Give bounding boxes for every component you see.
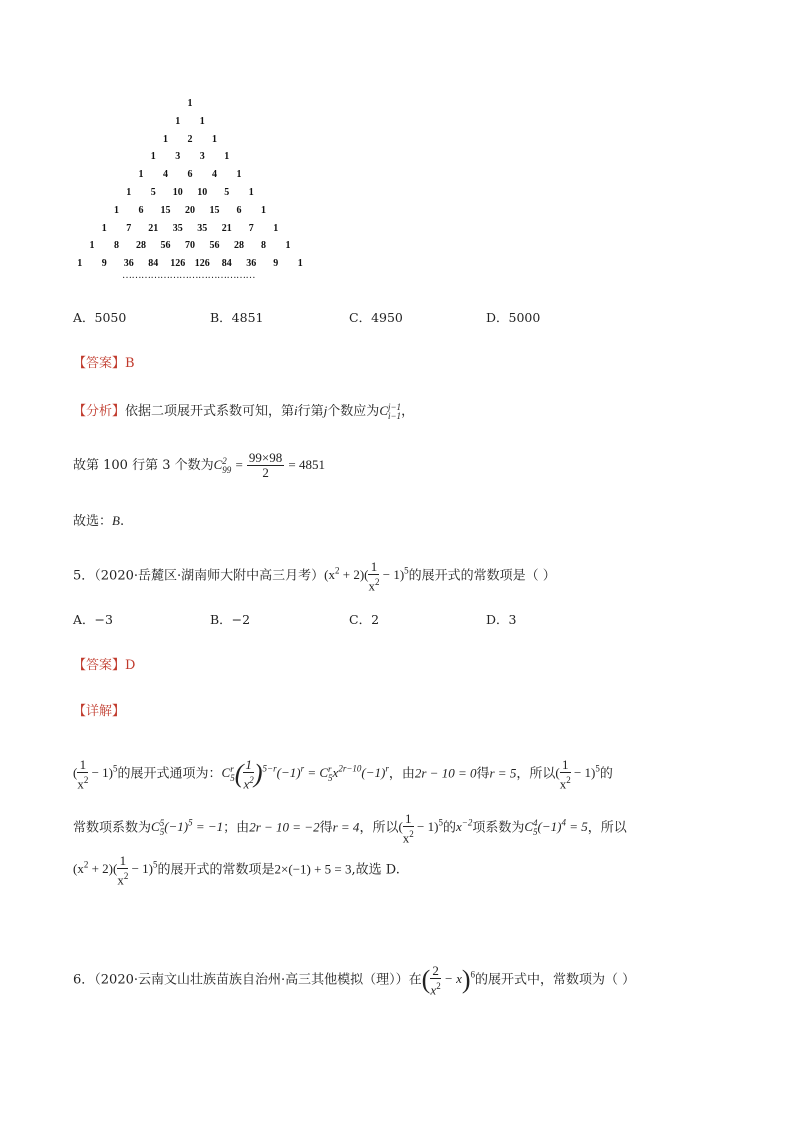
d3-expr: $(x^2 + 2)$( $\frac{1}{x^2}$ − 1)$^5$ bbox=[73, 852, 158, 887]
q5-option-c: C．2 bbox=[349, 612, 380, 627]
triangle-number: 70 bbox=[185, 240, 195, 252]
q6-number: 6． bbox=[73, 972, 95, 988]
q5-source: （2020·岳麓区·湖南师大附中高三月考） bbox=[94, 568, 325, 584]
triangle-number: 1 bbox=[150, 151, 156, 163]
triangle-number: 3 bbox=[199, 151, 205, 163]
q4-conclusion bbox=[73, 510, 124, 529]
d2-eq2: 2r − 10 = −2 bbox=[249, 819, 320, 835]
triangle-number: 10 bbox=[197, 187, 208, 198]
triangle-number: 1 bbox=[212, 133, 217, 145]
triangle-number: 28 bbox=[234, 240, 244, 252]
triangle-number: 1 bbox=[236, 169, 242, 181]
analysis-text-3: 个数应为 bbox=[327, 404, 380, 419]
q5-tail: 的展开式的常数项是（ ） bbox=[408, 568, 556, 584]
d1-r1: r = 5 bbox=[489, 765, 517, 781]
option-a: A．5050 bbox=[73, 310, 127, 325]
q6-question bbox=[73, 958, 635, 997]
q6-source: （2020·云南文山壮族苗族自治州·高三其他模拟（理））在 bbox=[94, 972, 422, 988]
triangle-number: 84 bbox=[148, 258, 159, 270]
detail-line-1 bbox=[73, 752, 613, 791]
triangle-number: 15 bbox=[160, 204, 171, 216]
triangle-number: 1 bbox=[114, 204, 119, 216]
triangle-number: 1 bbox=[138, 169, 144, 181]
triangle-number: 4 bbox=[212, 169, 217, 181]
triangle-number: 84 bbox=[221, 258, 232, 270]
q4-answer bbox=[73, 352, 135, 371]
triangle-number: 28 bbox=[136, 240, 146, 252]
d3-c: ,故选 D. bbox=[351, 862, 400, 878]
q6-tail: 的展开式中，常数项为（ ） bbox=[475, 972, 636, 988]
triangle-number: 6 bbox=[187, 169, 193, 181]
d1-a: 的展开式通项为： bbox=[117, 766, 222, 782]
triangle-dots: …………………………………… bbox=[122, 270, 255, 281]
analysis-j: j bbox=[323, 403, 328, 418]
d2-val1: C 5 5 $(-1)^5 = -1$ bbox=[151, 818, 224, 838]
detail-line-3 bbox=[73, 850, 400, 887]
triangle-number: 7 bbox=[126, 222, 132, 234]
triangle-number: 5 bbox=[150, 187, 156, 198]
triangle-number: 36 bbox=[123, 258, 134, 270]
triangle-number: 1 bbox=[175, 115, 181, 127]
analysis-formula: C j−1 i−1 bbox=[379, 402, 402, 422]
d2-a: 常数项系数为 bbox=[73, 820, 152, 836]
triangle-number: 1 bbox=[261, 204, 266, 216]
analysis-text-1: 依据二项展开式系数可知，第 bbox=[125, 404, 295, 419]
option-c: C．4950 bbox=[349, 310, 403, 325]
triangle-number: 1 bbox=[163, 133, 168, 145]
triangle-number: 1 bbox=[89, 240, 95, 252]
triangle-number: 36 bbox=[246, 258, 257, 270]
d2-val2: C 4 5 $(-1)^4 = 5$ bbox=[524, 818, 588, 838]
d1-c: 得 bbox=[476, 766, 490, 782]
triangle-number: 56 bbox=[160, 240, 171, 252]
triangle-number: 1 bbox=[101, 222, 107, 234]
q5-answer-label: 【答案】 bbox=[73, 658, 126, 673]
answer-label: 【答案】 bbox=[73, 356, 126, 371]
q4-calculation bbox=[73, 450, 325, 481]
triangle-number: 1 bbox=[126, 187, 132, 198]
q5-option-d: D．3 bbox=[486, 612, 517, 627]
q5-number: 5． bbox=[73, 568, 95, 584]
triangle-number: 35 bbox=[197, 222, 208, 234]
triangle-number: 1 bbox=[248, 187, 254, 198]
d1-b: ，由 bbox=[388, 766, 415, 782]
triangle-number: 20 bbox=[185, 204, 195, 216]
triangle-number: 1 bbox=[199, 115, 205, 127]
q6-expression: ( $\frac{2}{x^2}$ − x)$^6$ bbox=[421, 962, 476, 997]
calc-prefix: 故第 100 行第 3 个数为 bbox=[73, 458, 214, 473]
option-b: B．4851 bbox=[210, 310, 264, 325]
triangle-number: 56 bbox=[209, 240, 220, 252]
q5-answer bbox=[73, 654, 135, 673]
triangle-number: 1 bbox=[77, 258, 83, 270]
triangle-number: 9 bbox=[273, 258, 279, 270]
d2-e: 的 bbox=[442, 820, 456, 836]
calc-result: = 4851 bbox=[288, 457, 325, 472]
triangle-number: 126 bbox=[170, 258, 186, 270]
triangle-number: 10 bbox=[172, 187, 183, 198]
triangle-number: 6 bbox=[138, 204, 144, 216]
d1-expr-2: ( $\frac{1}{x^2}$ − 1)$^5$ bbox=[555, 756, 600, 791]
triangle-number: 5 bbox=[224, 187, 230, 198]
triangle-number: 7 bbox=[248, 222, 254, 234]
triangle-number: 9 bbox=[101, 258, 107, 270]
triangle-number: 8 bbox=[261, 240, 266, 252]
detail-line-2 bbox=[73, 806, 627, 845]
option-d: D．5000 bbox=[486, 310, 541, 325]
triangle-number: 1 bbox=[297, 258, 303, 270]
triangle-number: 1 bbox=[224, 151, 230, 163]
q5-option-a: A．−3 bbox=[73, 612, 113, 627]
d1-e: 的 bbox=[599, 766, 613, 782]
d2-r2: r = 4 bbox=[332, 819, 360, 835]
q5-detail-label: 【详解】 bbox=[73, 704, 126, 719]
triangle-number: 6 bbox=[236, 204, 242, 216]
analysis-label: 【分析】 bbox=[73, 404, 126, 419]
answer-value: B bbox=[125, 356, 135, 371]
triangle-number: 1 bbox=[273, 222, 279, 234]
triangle-number: 1 bbox=[285, 240, 291, 252]
d1-eq1: 2r − 10 = 0 bbox=[414, 765, 477, 781]
triangle-number: 4 bbox=[163, 169, 168, 181]
d1-general-term: C r 5 ( $\frac{1}{x^2}$ )$^{5-r}(-1)^r = C$ r 5 $x^{2r-10}(-1)^r$ bbox=[221, 756, 389, 791]
triangle-number: 8 bbox=[114, 240, 119, 252]
triangle-number: 15 bbox=[209, 204, 220, 216]
d2-c: 得 bbox=[319, 820, 333, 836]
conclusion-end: . bbox=[119, 514, 125, 529]
analysis-comma: ， bbox=[401, 404, 415, 419]
calc-eq: = bbox=[235, 457, 243, 472]
d2-g: ，所以 bbox=[587, 820, 627, 836]
triangle-number: 1 bbox=[187, 98, 193, 109]
conclusion-letter: B bbox=[112, 513, 120, 528]
triangle-number: 21 bbox=[148, 222, 159, 234]
triangle-number: 3 bbox=[175, 151, 181, 163]
triangle-number: 126 bbox=[194, 258, 210, 270]
triangle-number: 21 bbox=[221, 222, 232, 234]
q5-expression: $(x^2 + 2)$( $\frac{1}{x^2}$ − 1)$^5$ bbox=[324, 558, 409, 593]
d2-d: ，所以 bbox=[359, 820, 399, 836]
q5-question bbox=[73, 556, 556, 593]
d2-xpow: $x^{-2}$ bbox=[455, 818, 473, 835]
calc-fraction: $\frac{99\times 98}{2}$ bbox=[248, 450, 283, 480]
d1-expr: ( $\frac{1}{x^2}$ − 1)$^5$ bbox=[73, 756, 118, 791]
q4-analysis bbox=[73, 400, 414, 421]
d1-d: ，所以 bbox=[516, 766, 556, 782]
d2-b: ；由 bbox=[223, 820, 250, 836]
analysis-text-2: 行第 bbox=[297, 404, 324, 419]
calc-c: C 2 99 bbox=[213, 456, 232, 476]
d2-expr: ( $\frac{1}{x^2}$ − 1)$^5$ bbox=[398, 810, 443, 845]
q5-answer-value: D bbox=[125, 658, 136, 673]
analysis-i: i bbox=[294, 403, 298, 418]
triangle-number: 35 bbox=[172, 222, 183, 234]
conclusion-text: 故选： bbox=[73, 514, 113, 529]
q5-option-b: B．−2 bbox=[210, 612, 251, 627]
d3-calc: 2×(−1) + 5 = 3 bbox=[274, 861, 352, 877]
d3-b: 的展开式的常数项是 bbox=[157, 862, 275, 878]
triangle-number: 2 bbox=[187, 133, 193, 145]
d2-f: 项系数为 bbox=[472, 820, 525, 836]
